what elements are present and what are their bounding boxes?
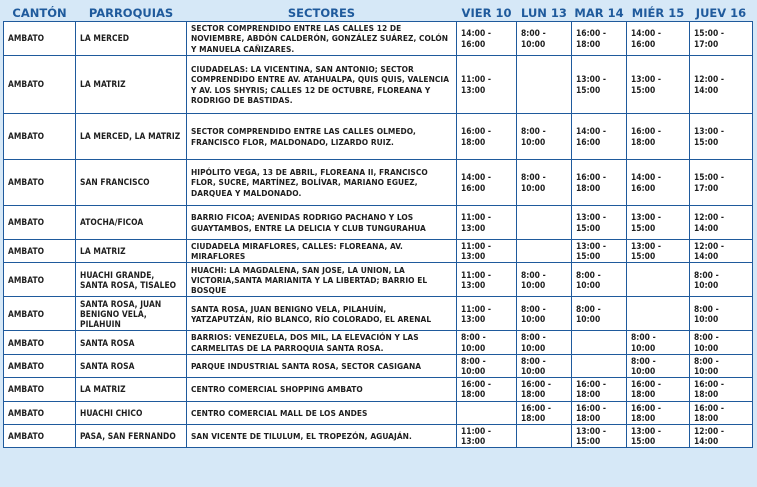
table-row [4,378,753,401]
parroquia-cell: SANTA ROSA [76,354,187,377]
parroquia-cell: PASA, SAN FERNANDO [76,425,187,448]
table-row [4,160,753,206]
header-sectores: SECTORES [187,5,457,22]
parroquia-cell: LA MERCED, LA MATRIZ [76,114,187,160]
juev-time-cell: 12:00 - 14:00 [690,56,753,114]
lun-time-cell: 8:00 - 10:00 [517,22,572,56]
table-row [4,263,753,297]
juev-time-cell: 8:00 - 10:00 [690,354,753,377]
parroquia-cell: HUACHI GRANDE, SANTA ROSA, TISALEO [76,263,187,297]
juev-time-cell: 8:00 - 10:00 [690,297,753,331]
lun-time-cell: 8:00 - 10:00 [517,263,572,297]
canton-cell: AMBATO [4,354,76,377]
mar-time-cell: 13:00 - 15:00 [572,206,627,240]
vier-time-cell: 14:00 - 16:00 [457,160,517,206]
sectores-cell: SAN VICENTE DE TILULUM, EL TROPEZÓN, AGUAJÁN. [187,425,457,448]
table-row [4,297,753,331]
juev-time-cell: 15:00 - 17:00 [690,160,753,206]
table-row [4,401,753,424]
sectores-cell: SECTOR COMPRENDIDO ENTRE LAS CALLES 12 DE NOVIEMBRE, ABDÓN CALDERÓN, GONZÁLEZ SUÁREZ, COLÓN Y MANUELA CAÑIZARES. [187,22,457,56]
mier-time-cell: 14:00 - 16:00 [627,22,690,56]
sectores-cell: PARQUE INDUSTRIAL SANTA ROSA, SECTOR CASIGANA [187,354,457,377]
header-mar-14: MAR 14 [572,5,627,22]
sectores-cell: HUACHI: LA MAGDALENA, SAN JOSE, LA UNION, LA VICTORIA,SANTA MARIANITA Y LA LIBERTAD; BARRIO EL BOSQUE [187,263,457,297]
parroquia-cell: SANTA ROSA [76,331,187,354]
canton-cell: AMBATO [4,425,76,448]
mier-time-cell: 13:00 - 15:00 [627,240,690,263]
parroquia-cell: ATOCHA/FICOA [76,206,187,240]
mier-time-cell: 13:00 - 15:00 [627,56,690,114]
juev-time-cell: 13:00 - 15:00 [690,114,753,160]
juev-time-cell: 12:00 - 14:00 [690,206,753,240]
lun-time-cell: 16:00 - 18:00 [517,401,572,424]
parroquia-cell: SANTA ROSA, JUAN BENIGNO VELA, PILAHUIN [76,297,187,331]
lun-time-cell [517,206,572,240]
canton-cell: AMBATO [4,331,76,354]
header-row [4,5,753,22]
mar-time-cell: 13:00 - 15:00 [572,240,627,263]
mar-time-cell: 8:00 - 10:00 [572,297,627,331]
vier-time-cell: 11:00 - 13:00 [457,425,517,448]
mar-time-cell: 16:00 - 18:00 [572,160,627,206]
mar-time-cell: 14:00 - 16:00 [572,114,627,160]
table-row [4,425,753,448]
sectores-cell: SANTA ROSA, JUAN BENIGNO VELA, PILAHUÍN, YATZAPUTZÁN, RÍO BLANCO, RÍO COLORADO, EL ARENAL [187,297,457,331]
mier-time-cell: 16:00 - 18:00 [627,114,690,160]
header-vier-10: VIER 10 [457,5,517,22]
canton-cell: AMBATO [4,56,76,114]
vier-time-cell: 11:00 - 13:00 [457,263,517,297]
canton-cell: AMBATO [4,160,76,206]
juev-time-cell: 8:00 - 10:00 [690,263,753,297]
lun-time-cell [517,240,572,263]
lun-time-cell: 8:00 - 10:00 [517,354,572,377]
mar-time-cell: 13:00 - 15:00 [572,425,627,448]
vier-time-cell: 11:00 - 13:00 [457,297,517,331]
vier-time-cell: 14:00 - 16:00 [457,22,517,56]
canton-cell: AMBATO [4,297,76,331]
mar-time-cell [572,354,627,377]
mier-time-cell [627,263,690,297]
header-juev-16: JUEV 16 [690,5,753,22]
canton-cell: AMBATO [4,378,76,401]
lun-time-cell: 8:00 - 10:00 [517,160,572,206]
vier-time-cell [457,401,517,424]
vier-time-cell: 16:00 - 18:00 [457,114,517,160]
table-row [4,22,753,56]
table-row [4,56,753,114]
sectores-cell: CIUDADELA MIRAFLORES, CALLES: FLOREANA, AV. MIRAFLORES [187,240,457,263]
sectores-cell: CIUDADELAS: LA VICENTINA, SAN ANTONIO; SECTOR COMPRENDIDO ENTRE AV. ATAHUALPA, QUIS QUIS, VALENCIA Y AV. LOS SHYRIS; CALLES 12 DE OCTUBRE, FLOREANA Y RODRIGO DE BASTIDAS. [187,56,457,114]
parroquia-cell: LA MATRIZ [76,240,187,263]
sectores-cell: CENTRO COMERCIAL MALL DE LOS ANDES [187,401,457,424]
canton-cell: AMBATO [4,206,76,240]
mier-time-cell [627,297,690,331]
lun-time-cell: 16:00 - 18:00 [517,378,572,401]
mier-time-cell: 8:00 - 10:00 [627,331,690,354]
parroquia-cell: SAN FRANCISCO [76,160,187,206]
schedule-table [3,5,753,448]
mier-time-cell: 14:00 - 16:00 [627,160,690,206]
header-mier-15: MIÉR 15 [627,5,690,22]
table-row [4,206,753,240]
header-parroquias: PARROQUIAS [76,5,187,22]
juev-time-cell: 12:00 - 14:00 [690,240,753,263]
vier-time-cell: 11:00 - 13:00 [457,206,517,240]
sectores-cell: BARRIOS: VENEZUELA, DOS MIL, LA ELEVACIÓN Y LAS CARMELITAS DE LA PARROQUIA SANTA ROSA. [187,331,457,354]
lun-time-cell: 8:00 - 10:00 [517,114,572,160]
mier-time-cell: 13:00 - 15:00 [627,206,690,240]
mar-time-cell: 16:00 - 18:00 [572,22,627,56]
mar-time-cell: 16:00 - 18:00 [572,401,627,424]
canton-cell: AMBATO [4,22,76,56]
sectores-cell: BARRIO FICOA; AVENIDAS RODRIGO PACHANO Y LOS GUAYTAMBOS, ENTRE LA DELICIA Y CLUB TUNGURAHUA [187,206,457,240]
juev-time-cell: 16:00 - 18:00 [690,401,753,424]
lun-time-cell [517,56,572,114]
table-row [4,114,753,160]
lun-time-cell: 8:00 - 10:00 [517,297,572,331]
canton-cell: AMBATO [4,263,76,297]
parroquia-cell: HUACHI CHICO [76,401,187,424]
vier-time-cell: 11:00 - 13:00 [457,240,517,263]
vier-time-cell: 11:00 - 13:00 [457,56,517,114]
juev-time-cell: 8:00 - 10:00 [690,331,753,354]
juev-time-cell: 16:00 - 18:00 [690,378,753,401]
header-canton: CANTÓN [4,5,76,22]
lun-time-cell [517,425,572,448]
table-row [4,331,753,354]
vier-time-cell: 8:00 - 10:00 [457,331,517,354]
mier-time-cell: 13:00 - 15:00 [627,425,690,448]
juev-time-cell: 12:00 - 14:00 [690,425,753,448]
mier-time-cell: 8:00 - 10:00 [627,354,690,377]
sectores-cell: SECTOR COMPRENDIDO ENTRE LAS CALLES OLMEDO, FRANCISCO FLOR, MALDONADO, LIZARDO RUIZ. [187,114,457,160]
mier-time-cell: 16:00 - 18:00 [627,378,690,401]
lun-time-cell: 8:00 - 10:00 [517,331,572,354]
mar-time-cell: 8:00 - 10:00 [572,263,627,297]
parroquia-cell: LA MERCED [76,22,187,56]
mier-time-cell: 16:00 - 18:00 [627,401,690,424]
canton-cell: AMBATO [4,114,76,160]
juev-time-cell: 15:00 - 17:00 [690,22,753,56]
mar-time-cell: 16:00 - 18:00 [572,378,627,401]
vier-time-cell: 16:00 - 18:00 [457,378,517,401]
parroquia-cell: LA MATRIZ [76,378,187,401]
canton-cell: AMBATO [4,401,76,424]
table-row [4,354,753,377]
parroquia-cell: LA MATRIZ [76,56,187,114]
sectores-cell: HIPÓLITO VEGA, 13 DE ABRIL, FLOREANA II, FRANCISCO FLOR, SUCRE, MARTÍNEZ, BOLÍVAR, MARIANO EGUEZ, DARQUEA Y MALDONADO. [187,160,457,206]
canton-cell: AMBATO [4,240,76,263]
table-row [4,240,753,263]
header-lun-13: LUN 13 [517,5,572,22]
mar-time-cell [572,331,627,354]
mar-time-cell: 13:00 - 15:00 [572,56,627,114]
vier-time-cell: 8:00 - 10:00 [457,354,517,377]
sectores-cell: CENTRO COMERCIAL SHOPPING AMBATO [187,378,457,401]
